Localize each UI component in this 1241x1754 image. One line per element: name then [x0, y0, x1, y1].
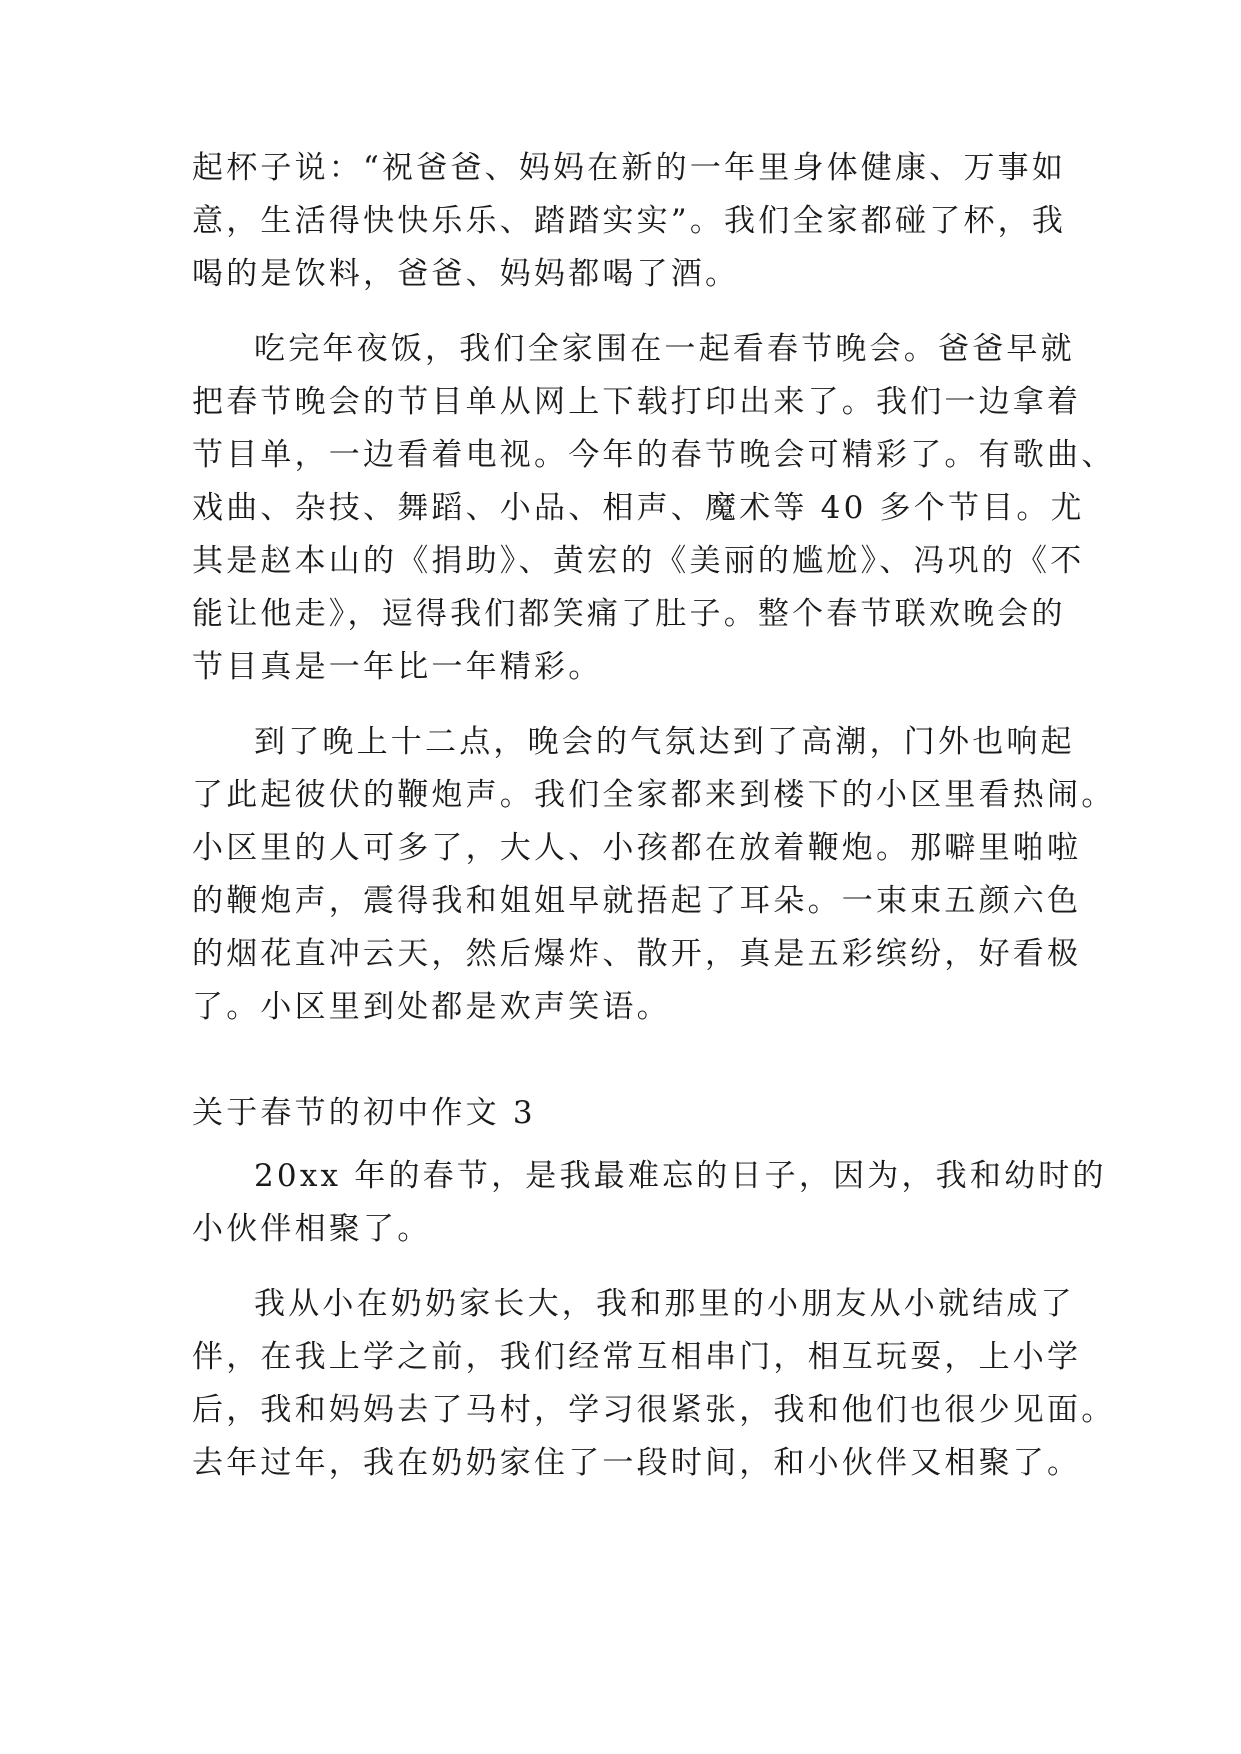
text-line: 节目单，一边看着电视。今年的春节晚会可精彩了。有歌曲、: [192, 437, 1116, 473]
paragraph-first-line: 我从小在奶奶家长大，我和那里的小朋友从小就结成了: [254, 1286, 1075, 1322]
text-line: 意，生活得快快乐乐、踏踏实实”。我们全家都碰了杯，我: [192, 203, 1067, 239]
text-line: 的鞭炮声，震得我和姐姐早就捂起了耳朵。一束束五颜六色: [192, 883, 1082, 919]
text-line: 喝的是饮料，爸爸、妈妈都喝了酒。: [192, 256, 740, 292]
section-heading: 关于春节的初中作文 3: [192, 1095, 536, 1131]
text-line: 后，我和妈妈去了马村，学习很紧张，我和他们也很少见面。: [192, 1392, 1116, 1428]
text-line: 节目真是一年比一年精彩。: [192, 649, 603, 685]
paragraph-first-line: 20xx 年的春节，是我最难忘的日子，因为，我和幼时的: [254, 1158, 1107, 1194]
text-line: 去年过年，我在奶奶家住了一段时间，和小伙伴又相聚了。: [192, 1445, 1082, 1481]
text-line: 的烟花直冲云天，然后爆炸、散开，真是五彩缤纷，好看极: [192, 936, 1082, 972]
text-line: 伴，在我上学之前，我们经常互相串门，相互玩耍，上小学: [192, 1339, 1082, 1375]
text-line: 能让他走》，逗得我们都笑痛了肚子。整个春节联欢晚会的: [192, 596, 1066, 632]
text-line: 戏曲、杂技、舞蹈、小品、相声、魔术等 40 多个节目。尤: [192, 490, 1085, 526]
text-line: 了。小区里到处都是欢声笑语。: [192, 989, 671, 1025]
paragraph-first-line: 吃完年夜饭，我们全家围在一起看春节晚会。爸爸早就: [254, 331, 1075, 367]
paragraph-first-line: 到了晚上十二点，晚会的气氛达到了高潮，门外也响起: [254, 724, 1075, 760]
text-line: 小区里的人可多了，大人、小孩都在放着鞭炮。那噼里啪啦: [192, 830, 1082, 866]
text-line: 小伙伴相聚了。: [192, 1211, 432, 1247]
text-line: 了此起彼伏的鞭炮声。我们全家都来到楼下的小区里看热闹。: [192, 777, 1116, 813]
text-line: 起杯子说：“祝爸爸、妈妈在新的一年里身体健康、万事如: [192, 150, 1067, 186]
text-line: 把春节晚会的节目单从网上下载打印出来了。我们一边拿着: [192, 384, 1082, 420]
text-line: 其是赵本山的《捐助》、黄宏的《美丽的尴尬》、冯巩的《不: [192, 543, 1085, 579]
